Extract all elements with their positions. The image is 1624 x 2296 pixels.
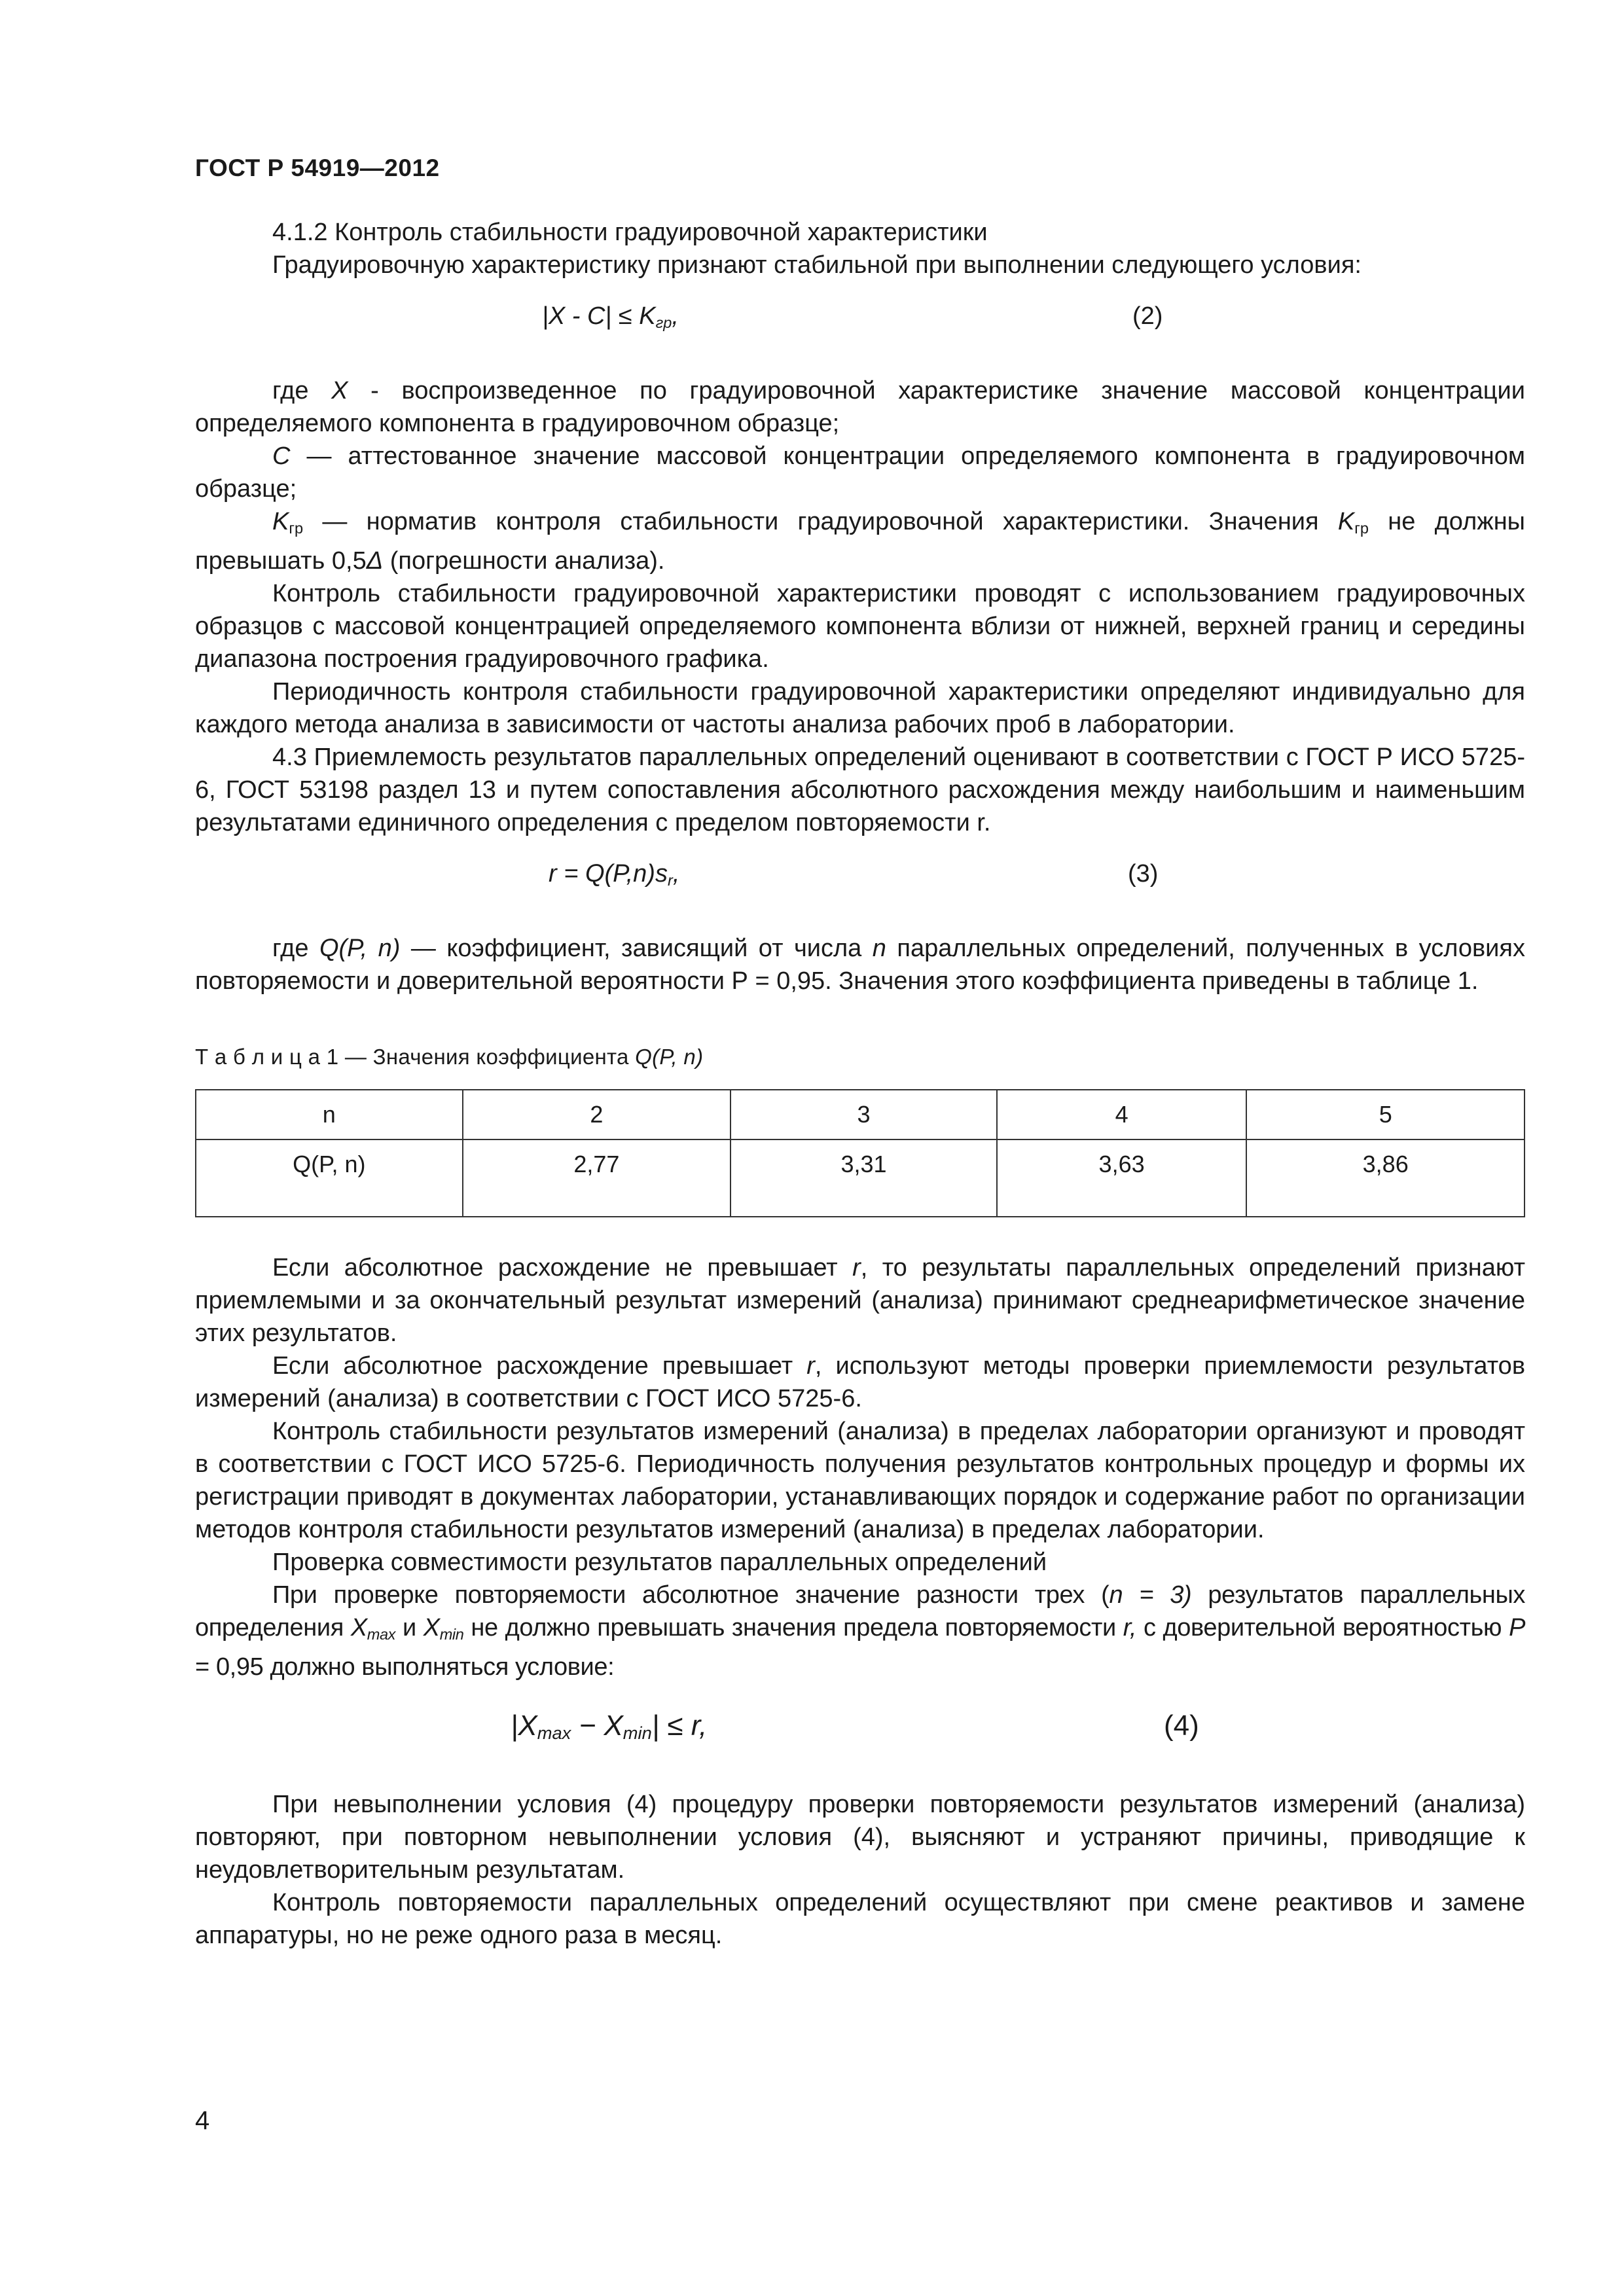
paragraph-control: Контроль стабильности градуировочной характеристики проводят с использованием градуировочных образцов с массовой концентрацией определяемого компонента вблизи от нижней, верхней границ и середины диапазона построения градуировочного графика. — [195, 580, 1525, 673]
formula-2 — [195, 300, 1525, 332]
formula-4-number: (4) — [1164, 1710, 1199, 1742]
table-cell: 4 — [997, 1090, 1247, 1139]
table-cell: 3,86 — [1246, 1139, 1525, 1217]
section-title: 4.1.2 Контроль стабильности градуировочной характеристики — [272, 219, 988, 246]
intro-paragraph: Градуировочную характеристику признают стабильной при выполнении следующего условия: — [272, 251, 1362, 279]
paragraph-exceed: Если абсолютное расхождение превышает r, используют методы проверки приемлемости результатов измерений (анализа) в соответствии с ГОСТ ИСО 5725-6. — [195, 1352, 1526, 1412]
table-cell: 3 — [731, 1090, 997, 1139]
table-cell: 5 — [1246, 1090, 1525, 1139]
paragraph-lab-control: Контроль стабильности результатов измерений (анализа) в пределах лаборатории организуют и проводят в соответствии с ГОСТ ИСО 5725-6. Периодичность получения результатов контрольных процедур и формы их регистрации приводят в документах лаборатории, устанавливающих порядок и содержание работ по организации методов контроля стабильности результатов измерений (анализа) в пределах лаборатории. — [195, 1418, 1525, 1543]
paragraph-acceptance: Если абсолютное расхождение не превышает r, то результаты параллельных определений признают приемлемыми и за окончательный результат измерений (анализа) принимают среднеарифметическое значение этих результатов. — [195, 1254, 1525, 1347]
definition-q: где Q(P, n) — коэффициент, зависящий от числа n параллельных определений, полученных в условиях повторяемости и доверительной вероятности Р = 0,95. Значения этого коэффициента приведены в таблице 1. — [195, 935, 1525, 995]
paragraph-check-title: Проверка совместимости результатов параллельных определений — [272, 1549, 1047, 1576]
formula-3-number: (3) — [1128, 860, 1159, 888]
table-cell: Q(P, n) — [196, 1139, 463, 1217]
paragraph-repeat-control: Контроль повторяемости параллельных определений осуществляют при смене реактивов и замене аппаратуры, но не реже одного раза в месяц. — [195, 1889, 1525, 1949]
table-row — [196, 1139, 1525, 1217]
page-number: 4 — [195, 2106, 210, 2135]
document-header: ГОСТ Р 54919—2012 — [195, 154, 440, 181]
table-header-row — [196, 1090, 1525, 1139]
table-cell: 3,31 — [731, 1139, 997, 1217]
table-caption: Т а б л и ц а 1 — Значения коэффициента Q(P, n) — [195, 1045, 704, 1069]
coefficient-table — [195, 1089, 1525, 1217]
paragraph-check: При проверке повторяемости абсолютное значение разности трех (n = 3) результатов параллельных определения $X_{max}$ и $X_{min}$ не должно превышать значения предела повторяемости r, с доверительной вероятностью P = 0,95 должно выполняться условие: — [195, 1581, 1526, 1681]
definition-c: C — аттестованное значение массовой концентрации определяемого компонента в градуировочном образце; — [195, 442, 1525, 503]
table-cell: 2,77 — [463, 1139, 731, 1217]
formula-2-expression: $|X - C| \le K_{гр}$, — [542, 302, 679, 331]
page-content — [195, 216, 1525, 1952]
table-cell: 3,63 — [997, 1139, 1247, 1217]
formula-3 — [195, 857, 1525, 890]
paragraph-4-3: 4.3 Приемлемость результатов параллельных определений оценивают в соответствии с ГОСТ Р ИСО 5725-6, ГОСТ 53198 раздел 13 и путем сопоставления абсолютного расхождения между наибольшим и наименьшим результатами единичного определения с пределом повторяемости r. — [195, 744, 1525, 836]
definition-x: где X - воспроизведенное по градуировочной характеристике значение массовой концентрации определяемого компонента в градуировочном образце; — [195, 377, 1525, 437]
formula-4 — [195, 1710, 1525, 1749]
table-cell: n — [196, 1090, 463, 1139]
formula-4-expression: $|X_{max} - X_{min}| \le r$, — [511, 1710, 708, 1743]
formula-2-number: (2) — [1132, 302, 1163, 330]
table-cell: 2 — [463, 1090, 731, 1139]
paragraph-failure: При невыполнении условия (4) процедуру проверки повторяемости результатов измерений (анализа) повторяют, при повторном невыполнении условия (4), выясняют и устраняют причины, приводящие к неудовлетворительным результатам. — [195, 1791, 1525, 1884]
paragraph-periodicity: Периодичность контроля стабильности градуировочной характеристики определяют индивидуально для каждого метода анализа в зависимости от частоты анализа рабочих проб в лаборатории. — [195, 678, 1525, 738]
formula-3-expression: $r = Q(P,n)s_r$, — [549, 860, 680, 889]
definition-k: $K_{гр}$ — норматив контроля стабильности градуировочной характеристики. Значения $K_{гр}$ не должны превышать 0,5Δ (погрешности анализа). — [195, 508, 1525, 575]
